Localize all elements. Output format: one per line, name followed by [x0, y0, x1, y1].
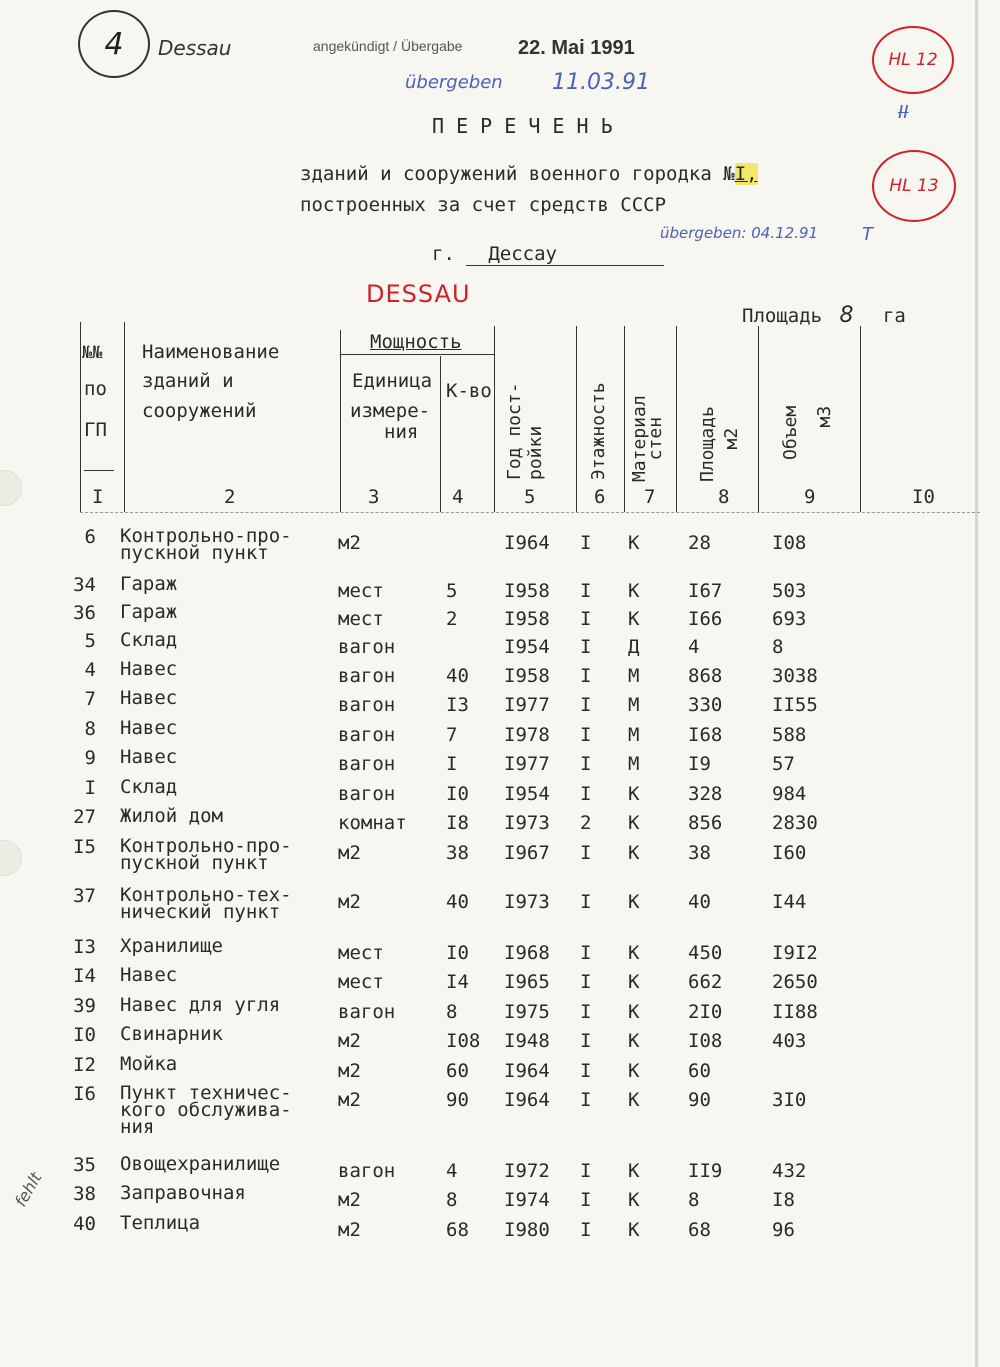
- cell-name-line: Навес для угля: [120, 994, 281, 1016]
- header-material: Материал стен: [629, 395, 666, 482]
- cell-unit: вагон: [338, 753, 396, 775]
- cell-vol: 693: [772, 608, 807, 630]
- cell-qty: 8: [446, 1189, 458, 1211]
- cell-year: I978: [504, 724, 550, 746]
- city-name: Дессау: [466, 243, 664, 266]
- cell-unit: вагон: [338, 665, 396, 687]
- cell-mat: К: [628, 1001, 640, 1023]
- cell-name: [120, 629, 178, 651]
- table-vline: [124, 322, 125, 512]
- cell-qty: 2: [446, 608, 458, 630]
- cell-unit: вагон: [338, 636, 396, 658]
- cell-year: I954: [504, 636, 550, 658]
- cell-area: 90: [688, 1089, 711, 1111]
- cell-year: I958: [504, 665, 550, 687]
- cell-name-line: Хранилище: [120, 935, 223, 957]
- cell-vol: I9I2: [772, 942, 818, 964]
- cell-area: I66: [688, 608, 723, 630]
- area-line: Площадь 8 га: [742, 303, 906, 328]
- cell-unit: м2: [338, 1219, 361, 1241]
- cell-vol: I08: [772, 532, 807, 554]
- cell-unit: мест: [338, 608, 384, 630]
- cell-qty: 38: [446, 842, 469, 864]
- cell-floors: I: [580, 942, 592, 964]
- cell-name: [120, 805, 223, 827]
- cell-name-line: Овощехранилище: [120, 1153, 281, 1175]
- cell-year: I968: [504, 942, 550, 964]
- cell-mat: К: [628, 532, 640, 554]
- cell-name: [120, 1212, 201, 1234]
- cell-no: 8: [84, 718, 96, 740]
- cell-name: [120, 776, 178, 798]
- cell-qty: 60: [446, 1060, 469, 1082]
- cell-mat: К: [628, 1219, 640, 1241]
- cell-area: 8: [688, 1189, 700, 1211]
- handover-note-2-mark: T: [862, 224, 873, 245]
- cell-name-line: Свинарник: [120, 1023, 223, 1045]
- cell-name-line: Заправочная: [120, 1182, 246, 1204]
- cell-mat: М: [628, 724, 640, 746]
- margin-note: fehlt: [10, 1169, 46, 1210]
- cell-no: 4: [84, 659, 96, 681]
- cell-year: I958: [504, 580, 550, 602]
- cell-name-line: Пункт техничес-: [120, 1082, 292, 1104]
- cell-mat: К: [628, 1089, 640, 1111]
- cell-name: [120, 1082, 292, 1138]
- table-vline: [576, 326, 577, 512]
- cell-year: I967: [504, 842, 550, 864]
- cell-qty: 4: [446, 1160, 458, 1182]
- header-year: Год пост- ройки: [504, 382, 546, 480]
- handwritten-city: Dessau: [158, 36, 232, 60]
- cell-area: 868: [688, 665, 723, 687]
- cell-name-line: кого обслужива-: [120, 1099, 292, 1121]
- cell-name-line: Контрольно-про-: [120, 835, 292, 857]
- cell-no: I6: [73, 1083, 96, 1105]
- cell-vol: 403: [772, 1030, 807, 1052]
- header-volume: Объем м3: [780, 405, 835, 460]
- cell-vol: I8: [772, 1189, 795, 1211]
- cell-qty: I0: [446, 942, 469, 964]
- table-vline: [624, 326, 625, 512]
- cell-name: [120, 746, 178, 768]
- cell-no: I: [84, 777, 96, 799]
- cell-qty: 68: [446, 1219, 469, 1241]
- cell-vol: 503: [772, 580, 807, 602]
- col-number: 3: [368, 486, 380, 508]
- cell-no: I0: [73, 1024, 96, 1046]
- cell-name-line: Навес: [120, 658, 178, 680]
- stamp-date: 22. Mai 1991: [518, 37, 635, 59]
- header-name-3: сооружений: [142, 400, 257, 422]
- header-unit-1: Единица: [352, 370, 433, 392]
- cell-name-line: нический пункт: [120, 901, 281, 923]
- cell-floors: I: [580, 636, 592, 658]
- cell-qty: 8: [446, 1001, 458, 1023]
- cell-floors: I: [580, 1030, 592, 1052]
- header-unit-2: измере-: [350, 400, 431, 422]
- cell-year: I964: [504, 1060, 550, 1082]
- cell-vol: 8: [772, 636, 784, 658]
- cell-mat: К: [628, 1030, 640, 1052]
- cell-floors: I: [580, 1001, 592, 1023]
- cell-area: 28: [688, 532, 711, 554]
- col-number: I: [92, 486, 104, 508]
- cell-name-line: Навес: [120, 687, 178, 709]
- cell-qty: 7: [446, 724, 458, 746]
- cell-area: 662: [688, 971, 723, 993]
- cell-year: I974: [504, 1189, 550, 1211]
- cell-floors: I: [580, 971, 592, 993]
- table-vline: [860, 326, 861, 512]
- header-name-1: Наименование: [142, 341, 280, 363]
- cell-year: I964: [504, 532, 550, 554]
- cell-no: 39: [73, 995, 96, 1017]
- cell-no: 38: [73, 1183, 96, 1205]
- cell-mat: К: [628, 971, 640, 993]
- cell-unit: м2: [338, 532, 361, 554]
- cell-vol: 984: [772, 783, 807, 805]
- cell-year: I975: [504, 1001, 550, 1023]
- cell-area: I08: [688, 1030, 723, 1052]
- cell-area: I9: [688, 753, 711, 775]
- cell-year: I977: [504, 694, 550, 716]
- cell-name: [120, 1023, 223, 1045]
- cell-year: I973: [504, 812, 550, 834]
- cell-name-line: Навес: [120, 746, 178, 768]
- red-city-label: DESSAU: [366, 280, 471, 308]
- cell-mat: К: [628, 1060, 640, 1082]
- cell-area: 856: [688, 812, 723, 834]
- cell-floors: I: [580, 842, 592, 864]
- cell-unit: м2: [338, 891, 361, 913]
- cell-no: 40: [73, 1213, 96, 1235]
- col-number: 4: [452, 486, 464, 508]
- cell-qty: I3: [446, 694, 469, 716]
- cell-floors: I: [580, 1060, 592, 1082]
- cell-name-line: пускной пункт: [120, 542, 269, 564]
- table-hline: [84, 470, 114, 471]
- cell-floors: I: [580, 1219, 592, 1241]
- cell-unit: вагон: [338, 1160, 396, 1182]
- cell-qty: I8: [446, 812, 469, 834]
- cell-name: [120, 525, 292, 564]
- circle-hl12: HL 12: [872, 26, 954, 94]
- cell-no: 27: [73, 806, 96, 828]
- cell-floors: I: [580, 580, 592, 602]
- cell-floors: I: [580, 753, 592, 775]
- cell-vol: I44: [772, 891, 807, 913]
- table-hline: [80, 512, 980, 513]
- cell-area: 450: [688, 942, 723, 964]
- cell-no: I3: [73, 936, 96, 958]
- stamp-text: angekündigt / Übergabe: [313, 38, 463, 54]
- town-number: I,: [734, 163, 758, 185]
- crossed-mark: II: [898, 102, 909, 123]
- area-value: 8: [839, 303, 854, 328]
- cell-area: 4: [688, 636, 700, 658]
- handover-note-2: übergeben: 04.12.91: [660, 224, 819, 242]
- col-number: 6: [594, 486, 606, 508]
- header-unit-3: ния: [384, 421, 419, 443]
- cell-mat: К: [628, 1160, 640, 1182]
- cell-name-line: Теплица: [120, 1212, 201, 1234]
- subtitle-line2: построенных за счет средств СССР: [300, 194, 667, 216]
- page-edge: [975, 0, 978, 1367]
- cell-area: 60: [688, 1060, 711, 1082]
- document-title: П Е Р Е Ч Е Н Ь: [432, 114, 613, 138]
- cell-floors: I: [580, 724, 592, 746]
- cell-mat: К: [628, 783, 640, 805]
- cell-area: 38: [688, 842, 711, 864]
- cell-name-line: Склад: [120, 629, 178, 651]
- col-number: 2: [224, 486, 236, 508]
- header-capacity: Мощность: [370, 331, 462, 353]
- cell-name: [120, 573, 178, 595]
- cell-vol: 57: [772, 753, 795, 775]
- cell-year: I977: [504, 753, 550, 775]
- cell-unit: вагон: [338, 1001, 396, 1023]
- cell-unit: мест: [338, 971, 384, 993]
- cell-name-line: Навес: [120, 717, 178, 739]
- cell-mat: М: [628, 753, 640, 775]
- cell-name: [120, 964, 178, 986]
- cell-vol: 3038: [772, 665, 818, 687]
- header-qty: К-во: [446, 380, 492, 402]
- cell-area: 2I0: [688, 1001, 723, 1023]
- cell-floors: 2: [580, 812, 592, 834]
- cell-no: I5: [73, 836, 96, 858]
- cell-no: I2: [73, 1054, 96, 1076]
- cell-year: I973: [504, 891, 550, 913]
- cell-vol: 588: [772, 724, 807, 746]
- cell-year: I965: [504, 971, 550, 993]
- cell-vol: II88: [772, 1001, 818, 1023]
- cell-floors: I: [580, 694, 592, 716]
- cell-name-line: пускной пункт: [120, 852, 269, 874]
- cell-year: I980: [504, 1219, 550, 1241]
- cell-name-line: Навес: [120, 964, 178, 986]
- header-floors: Этажность: [588, 382, 609, 480]
- cell-year: I948: [504, 1030, 550, 1052]
- cell-name: [120, 935, 223, 957]
- cell-unit: вагон: [338, 783, 396, 805]
- cell-floors: I: [580, 665, 592, 687]
- city-line: г. Дессау: [432, 243, 664, 266]
- cell-name-line: Склад: [120, 776, 178, 798]
- cell-mat: К: [628, 942, 640, 964]
- cell-qty: I08: [446, 1030, 481, 1052]
- cell-vol: 2650: [772, 971, 818, 993]
- cell-name-line: Контрольно-про-: [120, 525, 292, 547]
- punch-hole: [0, 470, 22, 506]
- cell-name-line: Гараж: [120, 601, 178, 623]
- header-no-3: ГП: [84, 419, 107, 441]
- cell-unit: комнат: [338, 812, 407, 834]
- cell-unit: мест: [338, 942, 384, 964]
- cell-area: I68: [688, 724, 723, 746]
- cell-name: [120, 1053, 178, 1075]
- subtitle-line1: зданий и сооружений военного городка №I,: [300, 163, 758, 185]
- cell-mat: К: [628, 812, 640, 834]
- header-no-2: по: [84, 378, 107, 400]
- cell-qty: 40: [446, 665, 469, 687]
- table-vline: [340, 330, 341, 512]
- cell-name: [120, 884, 292, 923]
- cell-name: [120, 835, 292, 874]
- cell-name-line: Контрольно-тех-: [120, 884, 292, 906]
- cell-unit: мест: [338, 580, 384, 602]
- cell-qty: 40: [446, 891, 469, 913]
- cell-name-line: Мойка: [120, 1053, 178, 1075]
- cell-no: 9: [84, 747, 96, 769]
- cell-no: 37: [73, 885, 96, 907]
- table-vline: [494, 326, 495, 512]
- cell-floors: I: [580, 1160, 592, 1182]
- cell-no: I4: [73, 965, 96, 987]
- cell-floors: I: [580, 1089, 592, 1111]
- cell-vol: 3I0: [772, 1089, 807, 1111]
- cell-unit: вагон: [338, 724, 396, 746]
- cell-mat: К: [628, 608, 640, 630]
- handover-date: 11.03.91: [552, 70, 650, 95]
- cell-qty: 5: [446, 580, 458, 602]
- cell-mat: К: [628, 580, 640, 602]
- handover-note: übergeben: [405, 72, 503, 93]
- cell-vol: 2830: [772, 812, 818, 834]
- cell-floors: I: [580, 532, 592, 554]
- col-number: 5: [524, 486, 536, 508]
- cell-mat: К: [628, 891, 640, 913]
- cell-area: 68: [688, 1219, 711, 1241]
- header-area: Площадь м2: [697, 406, 742, 482]
- cell-floors: I: [580, 608, 592, 630]
- cell-area: 40: [688, 891, 711, 913]
- cell-name: [120, 1153, 281, 1175]
- cell-qty: I4: [446, 971, 469, 993]
- cell-name-line: ния: [120, 1116, 155, 1138]
- cell-name: [120, 1182, 246, 1204]
- cell-no: 34: [73, 574, 96, 596]
- cell-name: [120, 717, 178, 739]
- cell-area: 330: [688, 694, 723, 716]
- cell-qty: 90: [446, 1089, 469, 1111]
- cell-unit: м2: [338, 1030, 361, 1052]
- cell-mat: К: [628, 1189, 640, 1211]
- cell-mat: М: [628, 694, 640, 716]
- cell-unit: м2: [338, 1060, 361, 1082]
- header-name-2: зданий и: [142, 370, 234, 392]
- circled-number: 4: [78, 10, 150, 78]
- cell-name: [120, 601, 178, 623]
- circle-hl13: HL 13: [872, 150, 956, 222]
- cell-name: [120, 994, 281, 1016]
- cell-no: 7: [84, 688, 96, 710]
- cell-unit: м2: [338, 1089, 361, 1111]
- cell-no: 5: [84, 630, 96, 652]
- col-number: 7: [644, 486, 656, 508]
- cell-unit: м2: [338, 1189, 361, 1211]
- cell-area: 328: [688, 783, 723, 805]
- header-no-1: №№: [82, 343, 103, 363]
- table-vline: [676, 326, 677, 512]
- table-vline: [440, 356, 441, 512]
- cell-vol: I60: [772, 842, 807, 864]
- col-number: I0: [912, 486, 935, 508]
- cell-area: I67: [688, 580, 723, 602]
- cell-unit: вагон: [338, 694, 396, 716]
- punch-hole: [0, 840, 22, 876]
- cell-vol: 96: [772, 1219, 795, 1241]
- cell-no: 36: [73, 602, 96, 624]
- cell-year: I958: [504, 608, 550, 630]
- cell-qty: I: [446, 753, 458, 775]
- col-number: 9: [804, 486, 816, 508]
- cell-vol: II55: [772, 694, 818, 716]
- cell-floors: I: [580, 1189, 592, 1211]
- cell-year: I964: [504, 1089, 550, 1111]
- cell-no: 35: [73, 1154, 96, 1176]
- cell-mat: Д: [628, 636, 640, 658]
- cell-name-line: Гараж: [120, 573, 178, 595]
- cell-mat: К: [628, 842, 640, 864]
- table-vline: [758, 326, 759, 512]
- col-number: 8: [718, 486, 730, 508]
- cell-mat: М: [628, 665, 640, 687]
- cell-year: I954: [504, 783, 550, 805]
- cell-floors: I: [580, 891, 592, 913]
- cell-unit: м2: [338, 842, 361, 864]
- cell-no: 6: [84, 526, 96, 548]
- cell-year: I972: [504, 1160, 550, 1182]
- cell-area: II9: [688, 1160, 723, 1182]
- cell-floors: I: [580, 783, 592, 805]
- cell-vol: 432: [772, 1160, 807, 1182]
- cell-name: [120, 658, 178, 680]
- cell-name-line: Жилой дом: [120, 805, 223, 827]
- cell-name: [120, 687, 178, 709]
- table-vline: [80, 322, 81, 512]
- cell-qty: I0: [446, 783, 469, 805]
